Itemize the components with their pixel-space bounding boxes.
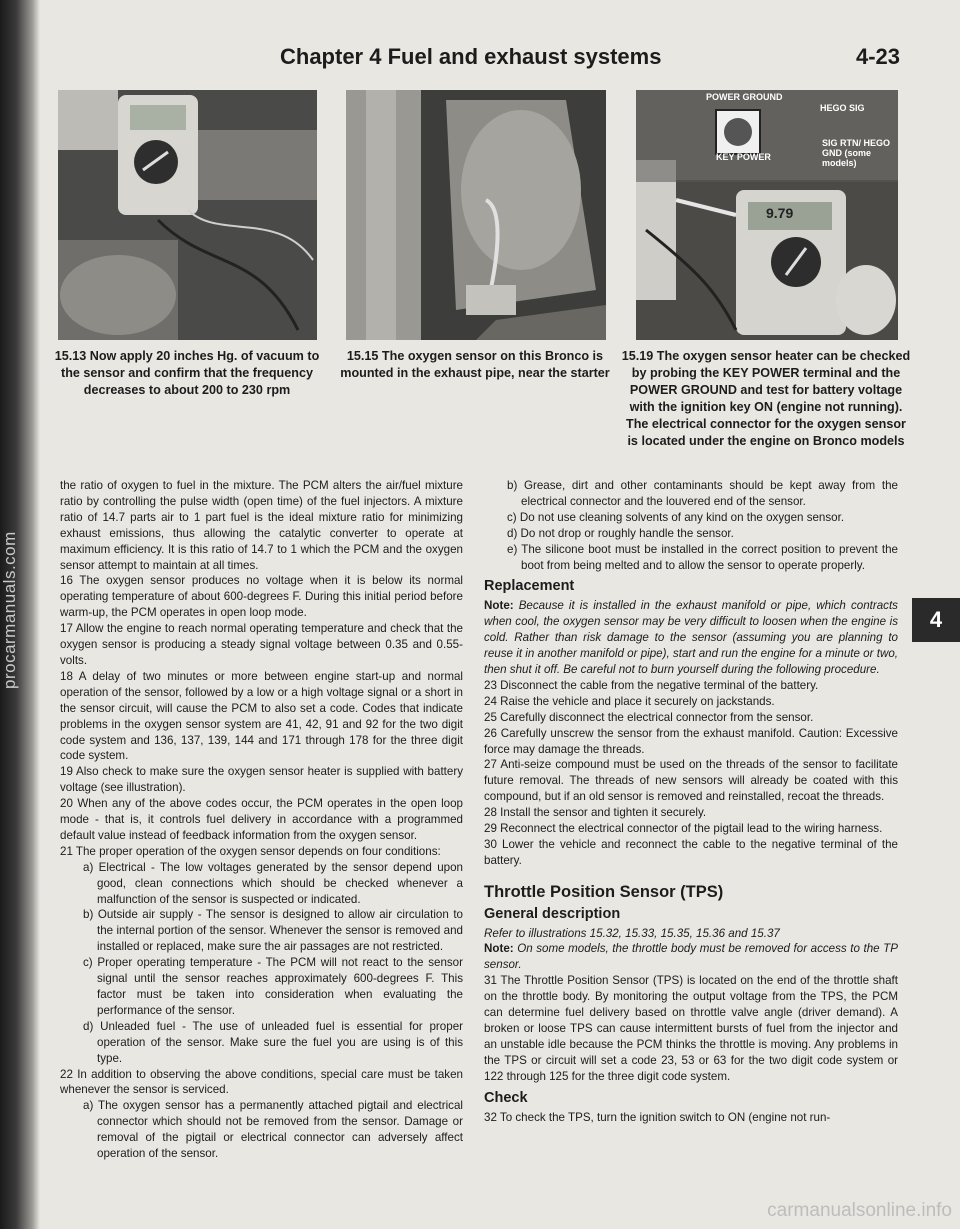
chapter-title: Chapter 4 Fuel and exhaust systems	[280, 44, 662, 69]
left-column	[60, 478, 463, 1162]
caption-15-19: 15.19 The oxygen sensor heater can be checked by probing the KEY POWER terminal and the POWER GROUND and test for battery voltage with the ignition key ON (engine not running). The electrical connector for the oxygen sensor is located under the engine on Bronco models	[621, 349, 911, 448]
photo-15-13	[58, 90, 317, 340]
paragraph: 18 A delay of two minutes or more between engine start-up and normal operation of the sensor, followed by a low or a high voltage signal or a short in the sensor circuit, will cause the PCM to also set a code. Codes that indicate problems in the oxygen sensor system are 41, 42, 91 and 92 for the two digit code system and 136, 137, 139, 144 and 171 through 178 for the three digit code system.	[60, 669, 463, 763]
subsection-heading: General description	[484, 905, 621, 922]
note-label: Note:	[484, 599, 514, 613]
paragraph: 26 Carefully unscrew the sensor from the exhaust manifold. Caution: Excessive force may damage the threads.	[484, 726, 898, 756]
list-item: b) Grease, dirt and other contaminants should be kept away from the electrical connector and the louvered end of the sensor.	[507, 479, 898, 508]
paragraph: 16 The oxygen sensor produces no voltage when it is below its normal operating temperature of about 600-degrees F. During this initial period before warm-up, the PCM operates in open loop mode.	[60, 574, 463, 620]
paragraph: 31 The Throttle Position Sensor (TPS) is located on the end of the throttle shaft on the throttle body. By monitoring the output voltage from the TPS, the PCM can determine fuel delivery based on throttle valve angle (driver demand). A broken or loose TPS can cause intermittent bursts of fuel from the injector and an unstable idle because the PCM thinks the throttle is moving. Any problems in the TPS or circuit will set a code 23, 53 or 63 for the two digit code system or 122 through 125 for the three digit code system.	[484, 974, 898, 1083]
subsection-heading: Replacement	[484, 578, 575, 595]
paragraph: the ratio of oxygen to fuel in the mixture. The PCM alters the air/fuel mixture ratio by controlling the pulse width (open time) of the fuel injectors. A mixture ratio of 14.7 parts air to 1 part fuel is the ideal mixture ratio for minimizing exhaust emissions, thus allowing the catalytic converter to operate at maximum efficiency. It is this ratio of 14.7 to 1 which the PCM and the oxygen sensor attempt to maintain at all times.	[60, 479, 463, 572]
list-item: a) The oxygen sensor has a permanently attached pigtail and electrical connector which should not be removed from the sensor. Damage or removal of the pigtail or electrical connector can adversely affect operation of the sensor.	[83, 1099, 463, 1161]
meter-reading: 9.79	[766, 205, 794, 221]
subsection-heading: Check	[484, 1089, 528, 1106]
list-item: c) Do not use cleaning solvents of any kind on the oxygen sensor.	[507, 510, 845, 524]
paragraph: 29 Reconnect the electrical connector of the pigtail lead to the wiring harness.	[484, 822, 883, 836]
caption-15-13: 15.13 Now apply 20 inches Hg. of vacuum to the sensor and confirm that the frequency decreases to about 200 to 230 rpm	[54, 349, 320, 397]
photo-15-15-image	[346, 90, 606, 340]
paragraph: 17 Allow the engine to reach normal operating temperature and check that the oxygen sensor is producing a steady signal voltage between 0.35 and 0.55-volts.	[60, 622, 463, 667]
paragraph: 28 Install the sensor and tighten it securely.	[484, 806, 707, 820]
paragraph: 19 Also check to make sure the oxygen sensor heater is supplied with battery voltage (see illustration).	[60, 765, 463, 795]
page-header	[60, 40, 900, 74]
photo-15-13-image	[58, 90, 317, 340]
list-item: e) The silicone boot must be installed in the correct position to prevent the boot from being melted and to allow the sensor to operate properly.	[507, 542, 898, 572]
label-sig-rtn: SIG RTN/ HEGO GND (some models)	[822, 138, 891, 168]
paragraph: 23 Disconnect the cable from the negative terminal of the battery.	[484, 678, 819, 692]
label-hego-sig: HEGO SIG	[820, 103, 865, 113]
list-item: b) Outside air supply - The sensor is designed to allow air circulation to the internal portion of the sensor. Whenever the sensor is removed and installed or replaced, make sure the air passages are not restricted.	[83, 908, 463, 954]
paragraph: 25 Carefully disconnect the electrical connector from the sensor.	[484, 710, 814, 724]
page-number: 4-23	[855, 44, 900, 69]
paragraph: 32 To check the TPS, turn the ignition switch to ON (engine not run-	[484, 1110, 831, 1124]
note-text: Because it is installed in the exhaust manifold or pipe, which contracts when cool, the oxygen sensor may be very difficult to loosen when the engine is cold. Rather than risk damage to the sensor (assuming you are planning to reuse it in another manifold or pipe), start and run the engine for a minute or two, then shut it off. Be careful not to burn yourself during the following procedure.	[484, 599, 898, 676]
note-label: Note:	[484, 942, 514, 956]
paragraph: 27 Anti-seize compound must be used on the threads of the sensor to facilitate future removal. The threads of new sensors will already be coated with this compound, but if an old sensor is removed and reinstalled, recoat the threads.	[484, 758, 898, 804]
paragraph: 22 In addition to observing the above conditions, special care must be taken whenever the sensor is serviced.	[60, 1067, 463, 1097]
note-paragraph	[484, 941, 898, 973]
caption-15-15: 15.15 The oxygen sensor on this Bronco is mounted in the exhaust pipe, near the starter	[340, 349, 610, 380]
list-item: c) Proper operating temperature - The PCM will not react to the sensor signal until the sensor reaches approximately 600-degrees F. This factor must be taken into consideration when evaluating the performance of the sensor.	[83, 956, 463, 1017]
list-item: a) Electrical - The low voltages generated by the sensor depend upon good, clean connections which should be checked whenever a malfunction of the sensor is suspected or indicated.	[83, 860, 463, 906]
paragraph: 30 Lower the vehicle and reconnect the cable to the negative terminal of the battery.	[484, 837, 898, 867]
paragraph: 20 When any of the above codes occur, the PCM operates in the open loop mode - that is, it controls fuel delivery in accordance with a programmed default value instead of feedback information from the oxygen sensor.	[60, 797, 463, 842]
label-power-ground: POWER GROUND	[706, 92, 783, 102]
paragraph: 21 The proper operation of the oxygen sensor depends on four conditions:	[60, 844, 441, 858]
illustration-reference: Refer to illustrations 15.32, 15.33, 15.35, 15.36 and 15.37	[484, 926, 780, 940]
note-text: On some models, the throttle body must be removed for access to the TP sensor.	[484, 942, 898, 972]
paragraph: 24 Raise the vehicle and place it securely on jackstands.	[484, 694, 775, 708]
footer-watermark: carmanualsonline.info	[767, 1200, 952, 1221]
list-item: d) Do not drop or roughly handle the sensor.	[507, 526, 734, 540]
section-heading: Throttle Position Sensor (TPS)	[484, 882, 724, 901]
right-column	[484, 478, 898, 1125]
side-watermark: procarmanuals.com	[0, 531, 19, 689]
photo-15-15	[346, 90, 606, 340]
list-item: d) Unleaded fuel - The use of unleaded fuel is essential for proper operation of the sensor. Make sure the fuel you are using is of this type.	[83, 1019, 463, 1065]
chapter-tab: 4	[912, 598, 960, 642]
note-paragraph	[484, 598, 898, 678]
label-key-power: KEY POWER	[716, 152, 771, 162]
